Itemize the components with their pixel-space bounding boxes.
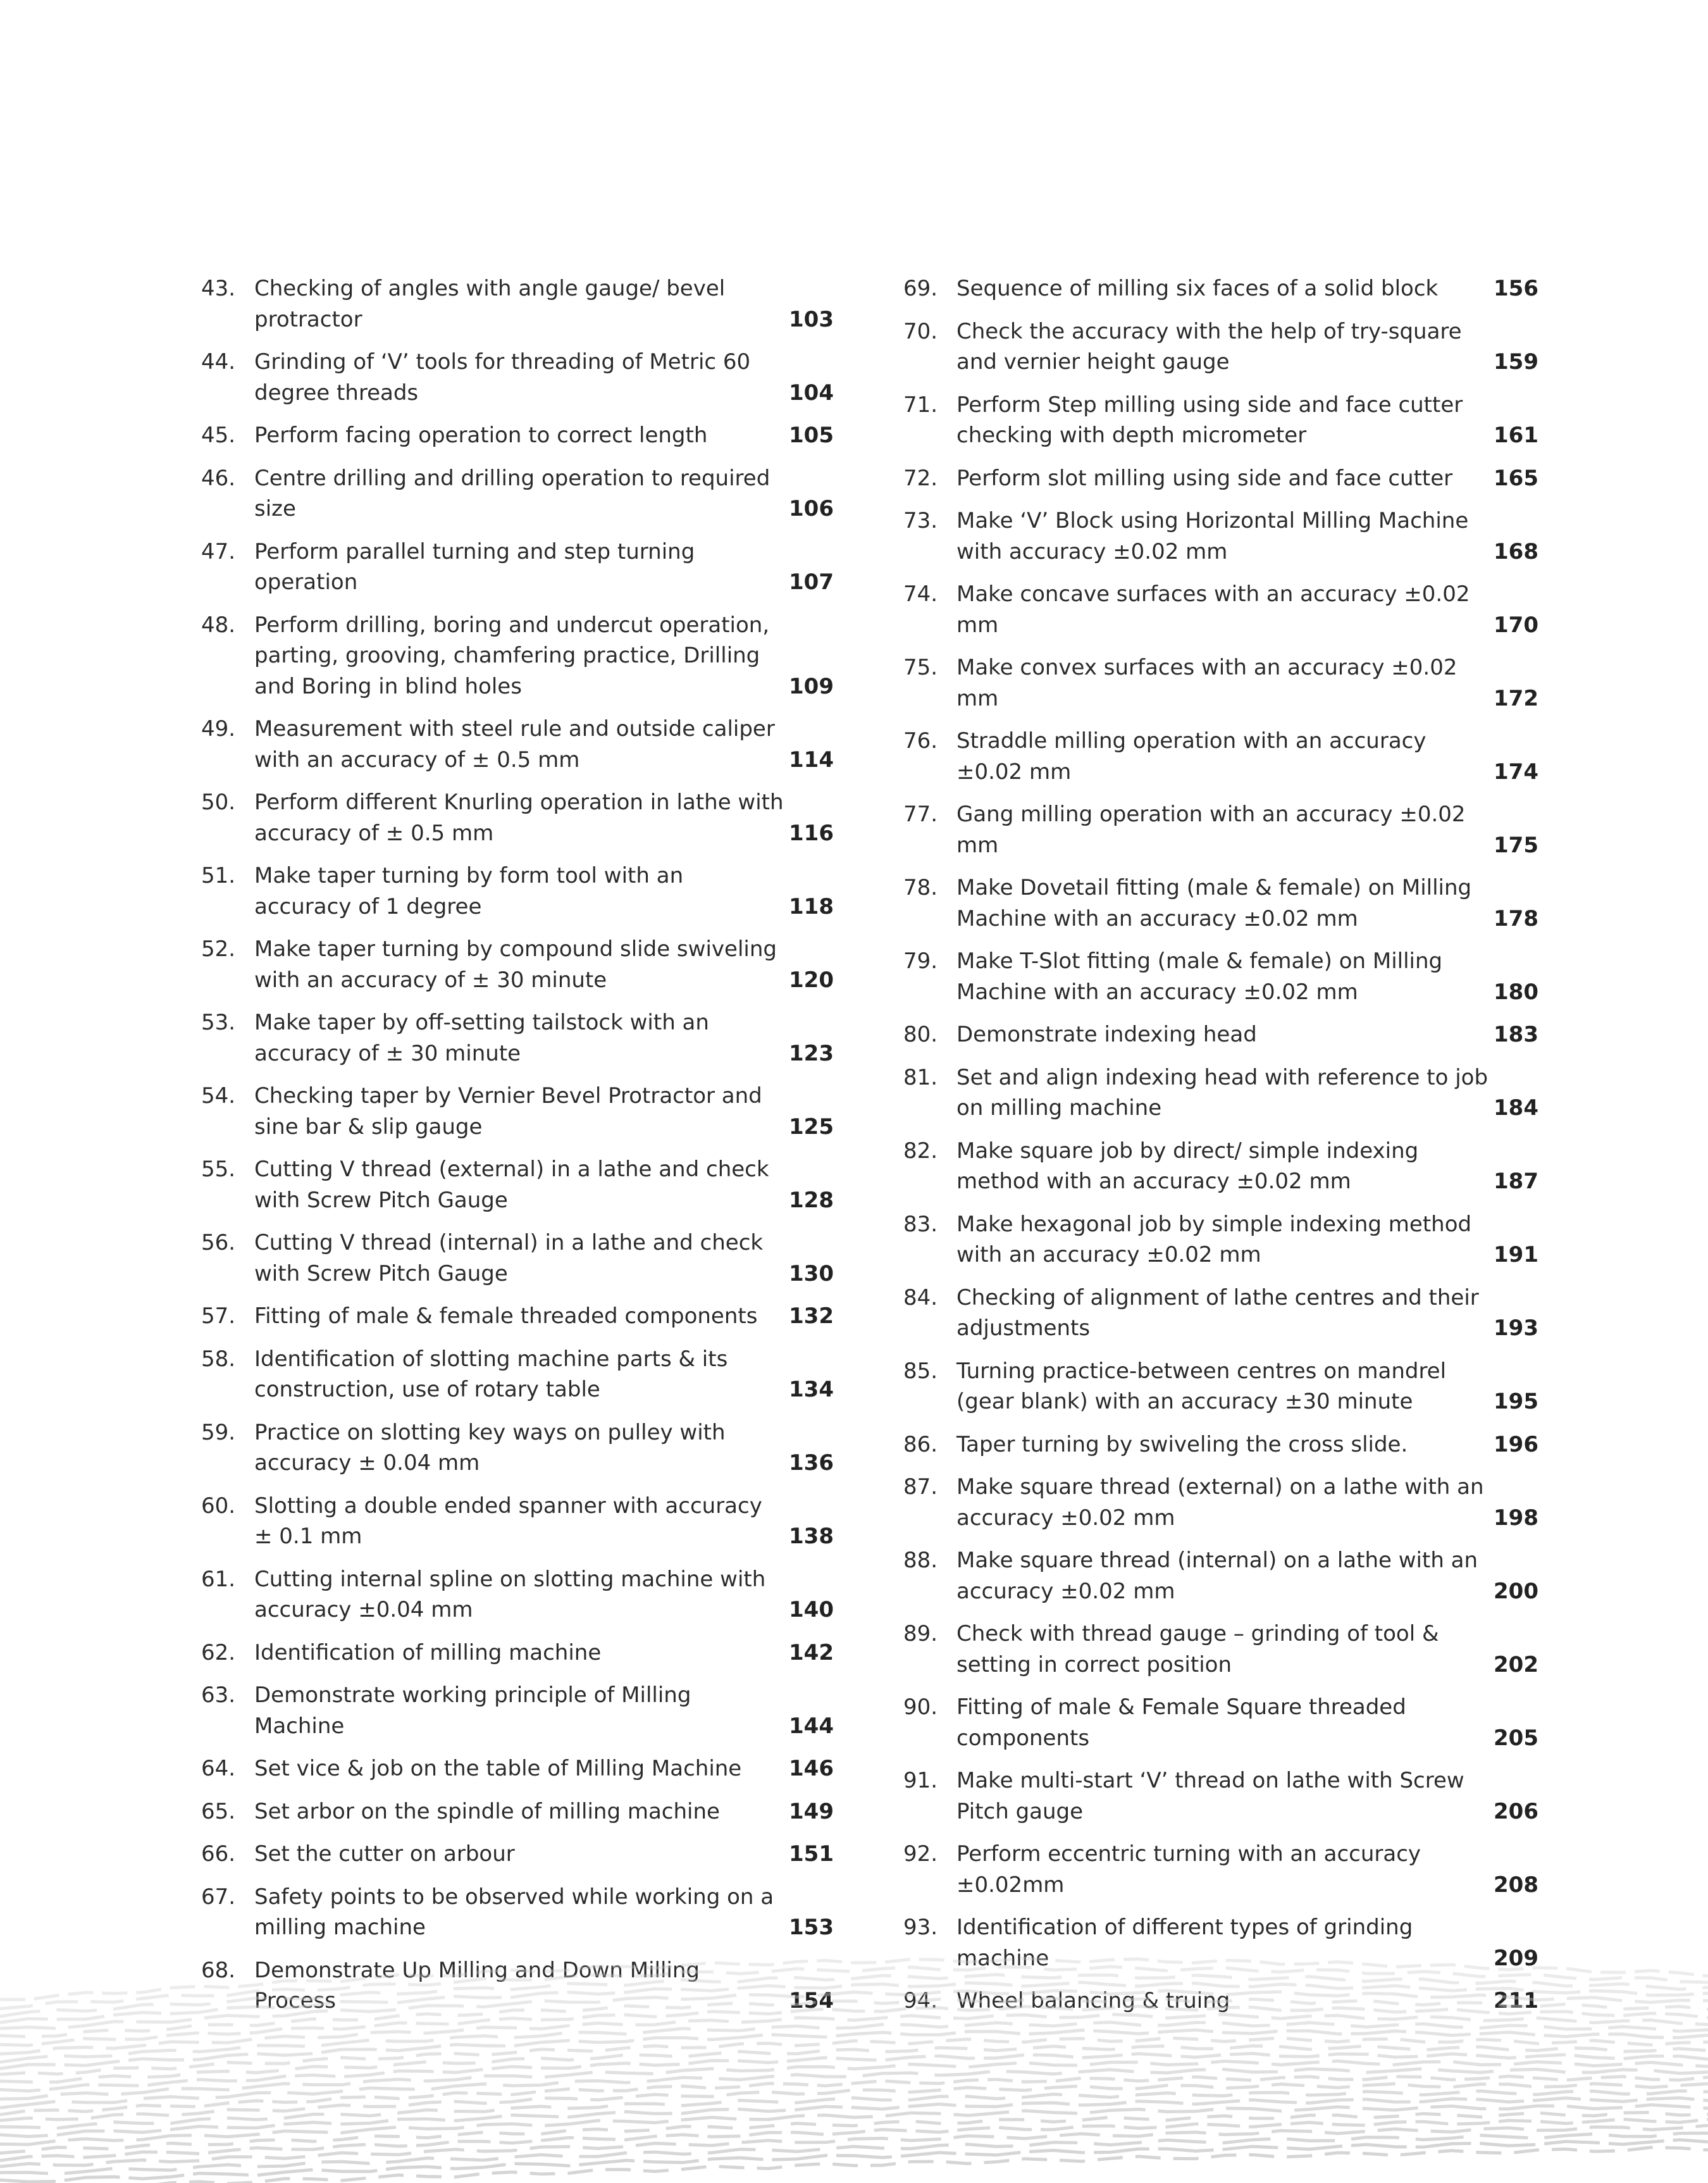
toc-entry-title: Cutting V thread (internal) in a lathe and check with Screw Pitch Gauge	[254, 1230, 764, 1286]
toc-entry	[201, 787, 834, 849]
toc-entry-number: 94.	[903, 1988, 938, 2013]
toc-entry-number: 57.	[201, 1303, 236, 1329]
toc-entry-page: 193	[1494, 1315, 1538, 1341]
toc-entry	[903, 1062, 1538, 1124]
toc-entry	[201, 1491, 834, 1552]
toc-entry-title: Checking of angles with angle gauge/ bevel protractor	[254, 276, 726, 332]
toc-entry-title: Make ‘V’ Block using Horizontal Milling Machine with accuracy ±0.02 mm	[956, 508, 1469, 564]
toc-entry-page: 128	[789, 1187, 834, 1213]
toc-entry	[903, 316, 1538, 378]
toc-entry-title: Make taper turning by form tool with an accuracy of 1 degree	[254, 863, 684, 919]
toc-entry	[201, 1796, 834, 1827]
toc-entry-number: 72.	[903, 465, 938, 491]
toc-entry-number: 69.	[903, 276, 938, 301]
toc-entry-number: 85.	[903, 1358, 938, 1384]
toc-entry	[903, 726, 1538, 787]
toc-entry-page: 178	[1494, 905, 1538, 931]
toc-entry-title: Turning practice-between centres on mandrel (gear blank) with an accuracy ±30 minute	[956, 1358, 1447, 1414]
toc-entry	[903, 1839, 1538, 1900]
toc-entry-title: Perform drilling, boring and undercut operation, parting, grooving, chamfering practice, Drilling and Boring in blind holes	[254, 612, 770, 699]
toc-entry-number: 92.	[903, 1841, 938, 1867]
toc-entry-title: Sequence of milling six faces of a solid block	[956, 276, 1439, 301]
toc-entry	[201, 610, 834, 702]
toc-entry-number: 54.	[201, 1083, 236, 1109]
toc-entry-number: 71.	[903, 392, 938, 418]
toc-entry-number: 67.	[201, 1884, 236, 1910]
toc-entry-page: 208	[1494, 1872, 1538, 1898]
toc-entry-number: 59.	[201, 1419, 236, 1445]
toc-entry-page: 103	[789, 306, 834, 332]
toc-entry	[903, 652, 1538, 714]
toc-entry-page: 161	[1494, 423, 1538, 448]
toc-entry-number: 81.	[903, 1064, 938, 1090]
toc-entry-number: 56.	[201, 1230, 236, 1255]
toc-entry-title: Slotting a double ended spanner with accuracy ± 0.1 mm	[254, 1493, 762, 1549]
toc-entry-title: Perform Step milling using side and face cutter checking with depth micrometer	[956, 392, 1463, 448]
toc-entry-page: 165	[1494, 465, 1538, 491]
toc-entry-number: 66.	[201, 1841, 236, 1867]
toc-entry	[903, 1429, 1538, 1460]
toc-entry	[201, 1081, 834, 1142]
toc-entry-page: 156	[1494, 276, 1538, 301]
toc-entry-title: Checking taper by Vernier Bevel Protractor and sine bar & slip gauge	[254, 1083, 762, 1140]
toc-entry	[903, 873, 1538, 934]
toc-entry-number: 91.	[903, 1768, 938, 1793]
toc-entry	[201, 537, 834, 598]
toc-entry	[201, 1882, 834, 1943]
toc-entry	[201, 463, 834, 525]
toc-entry	[903, 579, 1538, 640]
toc-entry-title: Check the accuracy with the help of try-square and vernier height gauge	[956, 318, 1462, 375]
toc-entry	[201, 1680, 834, 1741]
toc-entry-title: Cutting V thread (external) in a lathe and check with Screw Pitch Gauge	[254, 1157, 769, 1213]
toc-entry-title: Make taper by off-setting tailstock with an accuracy of ± 30 minute	[254, 1010, 709, 1066]
toc-entry-page: 130	[789, 1260, 834, 1286]
toc-entry-number: 51.	[201, 863, 236, 888]
toc-entry-title: Demonstrate Up Milling and Down Milling Process	[254, 1957, 700, 2013]
toc-entry	[903, 1209, 1538, 1271]
toc-entry-page: 184	[1494, 1095, 1538, 1121]
toc-entry-title: Make square job by direct/ simple indexing method with an accuracy ±0.02 mm	[956, 1138, 1419, 1194]
toc-entry	[903, 1283, 1538, 1344]
toc-entry-title: Practice on slotting key ways on pulley with accuracy ± 0.04 mm	[254, 1419, 726, 1476]
toc-entry-page: 120	[789, 967, 834, 993]
toc-entry-title: Measurement with steel rule and outside caliper with an accuracy of ± 0.5 mm	[254, 716, 775, 773]
toc-entry-title: Fitting of male & female threaded components	[254, 1303, 758, 1329]
toc-entry-number: 83.	[903, 1211, 938, 1237]
toc-entry	[903, 799, 1538, 861]
toc-entry-page: 170	[1494, 612, 1538, 638]
toc-entry	[201, 273, 834, 335]
toc-entry-page: 206	[1494, 1798, 1538, 1824]
toc-entry-number: 61.	[201, 1566, 236, 1592]
toc-entry-number: 60.	[201, 1493, 236, 1519]
toc-entry-page: 180	[1494, 979, 1538, 1005]
toc-entry-number: 90.	[903, 1695, 938, 1720]
toc-entry	[903, 1692, 1538, 1753]
toc-column-right	[903, 273, 1538, 2029]
toc-entry	[201, 1228, 834, 1289]
toc-entry-number: 82.	[903, 1138, 938, 1164]
toc-entry-number: 80.	[903, 1022, 938, 1047]
toc-entry-number: 93.	[903, 1915, 938, 1940]
toc-entry-page: 195	[1494, 1389, 1538, 1414]
toc-entry	[201, 861, 834, 922]
toc-entry-page: 114	[789, 747, 834, 773]
toc-entry-title: Taper turning by swiveling the cross slide.	[956, 1431, 1408, 1457]
toc-entry-number: 75.	[903, 655, 938, 680]
toc-entry-page: 146	[789, 1756, 834, 1781]
toc-entry-number: 87.	[903, 1474, 938, 1500]
toc-entry-title: Gang milling operation with an accuracy ±0.02 mm	[956, 802, 1466, 858]
toc-entry-title: Perform parallel turning and step turning operation	[254, 538, 695, 595]
toc-entry-page: 116	[789, 820, 834, 846]
toc-entry-number: 52.	[201, 936, 236, 962]
toc-entry-number: 55.	[201, 1157, 236, 1182]
toc-entry-page: 125	[789, 1114, 834, 1140]
toc-entry-page: 175	[1494, 832, 1538, 858]
toc-entry-title: Make taper turning by compound slide swiveling with an accuracy of ± 30 minute	[254, 936, 777, 993]
toc-entry-page: 151	[789, 1841, 834, 1867]
toc-entry	[903, 506, 1538, 567]
toc-entry-number: 43.	[201, 276, 236, 301]
toc-entry-number: 74.	[903, 582, 938, 607]
toc-entry-page: 187	[1494, 1169, 1538, 1194]
toc-entry-page: 202	[1494, 1651, 1538, 1677]
toc-entry-number: 62.	[201, 1639, 236, 1665]
toc-entry	[903, 1619, 1538, 1680]
toc-entry-number: 89.	[903, 1621, 938, 1646]
toc-entry-number: 49.	[201, 716, 236, 742]
toc-entry-page: 104	[789, 380, 834, 406]
toc-entry-title: Make Dovetail fitting (male & female) on Milling Machine with an accuracy ±0.02 mm	[956, 875, 1472, 931]
toc-entry-title: Make square thread (external) on a lathe with an accuracy ±0.02 mm	[956, 1474, 1484, 1531]
toc-entry-page: 159	[1494, 349, 1538, 375]
toc-entry	[903, 946, 1538, 1007]
toc-entry-title: Grinding of ‘V’ tools for threading of Metric 60 degree threads	[254, 349, 751, 406]
toc-entry-number: 50.	[201, 790, 236, 815]
toc-entry-title: Identification of milling machine	[254, 1639, 602, 1665]
toc-entry-number: 78.	[903, 875, 938, 900]
toc-entry-title: Demonstrate working principle of Milling Machine	[254, 1682, 691, 1739]
toc-entry	[903, 1765, 1538, 1827]
toc-entry-number: 47.	[201, 538, 236, 564]
toc-entry-page: 142	[789, 1639, 834, 1665]
toc-entry-page: 205	[1494, 1725, 1538, 1751]
toc-entry-page: 118	[789, 893, 834, 919]
toc-column-left	[201, 273, 834, 2029]
toc-entry-page: 149	[789, 1798, 834, 1824]
toc-entry-title: Centre drilling and drilling operation to required size	[254, 465, 770, 521]
toc-entry	[903, 390, 1538, 451]
toc-entry-page: 211	[1494, 1988, 1538, 2013]
toc-entry	[903, 1356, 1538, 1417]
toc-entry-number: 84.	[903, 1284, 938, 1310]
toc-entry	[903, 463, 1538, 494]
toc-entry-page: 191	[1494, 1242, 1538, 1267]
toc-entry-page: 200	[1494, 1578, 1538, 1604]
toc-entry	[201, 714, 834, 775]
toc-entry-page: 136	[789, 1450, 834, 1476]
toc-entry-page: 168	[1494, 538, 1538, 564]
toc-entry	[201, 1839, 834, 1870]
toc-entry-title: Safety points to be observed while working on a milling machine	[254, 1884, 774, 1940]
toc-entry-number: 53.	[201, 1010, 236, 1035]
toc-entry-title: Fitting of male & Female Square threaded components	[956, 1695, 1406, 1751]
toc-entry-title: Set the cutter on arbour	[254, 1841, 515, 1867]
toc-entry	[201, 1301, 834, 1332]
toc-entry-page: 198	[1494, 1505, 1538, 1531]
toc-entry-page: 144	[789, 1713, 834, 1739]
toc-entry-page: 107	[789, 569, 834, 595]
toc-entry-number: 63.	[201, 1682, 236, 1708]
toc-entry-page: 183	[1494, 1022, 1538, 1047]
toc-entry-title: Checking of alignment of lathe centres and their adjustments	[956, 1284, 1479, 1341]
toc-entry-title: Make hexagonal job by simple indexing method with an accuracy ±0.02 mm	[956, 1211, 1472, 1267]
toc-entry	[201, 1753, 834, 1784]
toc-entry-title: Check with thread gauge – grinding of tool & setting in correct position	[956, 1621, 1439, 1677]
toc-entry-number: 73.	[903, 508, 938, 533]
toc-entry-title: Make square thread (internal) on a lathe with an accuracy ±0.02 mm	[956, 1548, 1478, 1604]
toc-entry-number: 76.	[903, 728, 938, 754]
toc-entry	[903, 1545, 1538, 1607]
toc-entry-page: 138	[789, 1524, 834, 1549]
toc-entry-title: Straddle milling operation with an accuracy ±0.02 mm	[956, 728, 1426, 785]
toc-entry	[903, 1472, 1538, 1533]
toc-entry-number: 44.	[201, 349, 236, 375]
toc-entry-number: 58.	[201, 1346, 236, 1372]
toc-entry-number: 65.	[201, 1798, 236, 1824]
toc-entry-page: 209	[1494, 1945, 1538, 1971]
toc-entry-title: Identification of different types of grinding machine	[956, 1915, 1413, 1971]
toc-entry-number: 64.	[201, 1756, 236, 1781]
toc-entry-number: 86.	[903, 1431, 938, 1457]
toc-entry-number: 70.	[903, 318, 938, 344]
toc-entry-page: 174	[1494, 759, 1538, 785]
wave-line	[0, 2046, 1708, 2082]
toc-entry-title: Perform slot milling using side and face cutter	[956, 465, 1453, 491]
toc-entry-number: 88.	[903, 1548, 938, 1573]
toc-entry	[903, 273, 1538, 304]
toc-entry	[903, 1136, 1538, 1197]
toc-entry	[201, 1154, 834, 1216]
toc-entry-title: Cutting internal spline on slotting machine with accuracy ±0.04 mm	[254, 1566, 766, 1622]
toc-entry-page: 132	[789, 1303, 834, 1329]
toc-entry-page: 154	[789, 1988, 834, 2013]
toc-entry-title: Make concave surfaces with an accuracy ±0.02 mm	[956, 582, 1470, 638]
toc-entry-title: Wheel balancing & truing	[956, 1988, 1230, 2013]
toc-entry	[201, 1638, 834, 1669]
decorative-wave-pattern	[0, 1949, 1708, 2183]
toc-entry-title: Perform different Knurling operation in lathe with accuracy of ± 0.5 mm	[254, 790, 784, 846]
toc-entry-page: 196	[1494, 1431, 1538, 1457]
toc-entry-page: 105	[789, 423, 834, 448]
toc-entry	[201, 934, 834, 995]
toc-entry-number: 77.	[903, 802, 938, 827]
toc-entry-title: Set arbor on the spindle of milling machine	[254, 1798, 720, 1824]
toc-entry	[201, 1344, 834, 1405]
toc-entry-page: 106	[789, 496, 834, 521]
toc-entry-page: 172	[1494, 685, 1538, 711]
toc-entry-title: Set vice & job on the table of Milling Machine	[254, 1756, 742, 1781]
toc-entry-page: 153	[789, 1915, 834, 1940]
toc-entry	[201, 420, 834, 451]
toc-entry-page: 134	[789, 1377, 834, 1402]
wave-line	[0, 2148, 1708, 2183]
toc-entry	[201, 1564, 834, 1626]
toc-entry-title: Make convex surfaces with an accuracy ±0.02 mm	[956, 655, 1457, 711]
toc-entry-page: 109	[789, 673, 834, 699]
toc-entry-number: 79.	[903, 948, 938, 974]
toc-entry-number: 46.	[201, 465, 236, 491]
toc-entry-title: Make multi-start ‘V’ thread on lathe with Screw Pitch gauge	[956, 1768, 1464, 1824]
toc-entry-title: Demonstrate indexing head	[956, 1022, 1257, 1047]
toc-entry-page: 123	[789, 1040, 834, 1066]
toc-entry-title: Identification of slotting machine parts & its construction, use of rotary table	[254, 1346, 728, 1402]
toc-entry-number: 45.	[201, 423, 236, 448]
toc-entry-number: 68.	[201, 1957, 236, 1983]
toc-entry-title: Perform eccentric turning with an accuracy ±0.02mm	[956, 1841, 1421, 1898]
toc-entry	[903, 1019, 1538, 1050]
toc-entry-number: 48.	[201, 612, 236, 638]
toc-entry-title: Set and align indexing head with reference to job on milling machine	[956, 1064, 1488, 1121]
toc-entry-page: 140	[789, 1597, 834, 1622]
toc-entry-title: Make T-Slot fitting (male & female) on Milling Machine with an accuracy ±0.02 mm	[956, 948, 1443, 1005]
toc-entry-title: Perform facing operation to correct length	[254, 423, 708, 448]
toc-entry	[201, 1417, 834, 1479]
toc-entry	[201, 347, 834, 408]
toc-entry	[201, 1007, 834, 1069]
